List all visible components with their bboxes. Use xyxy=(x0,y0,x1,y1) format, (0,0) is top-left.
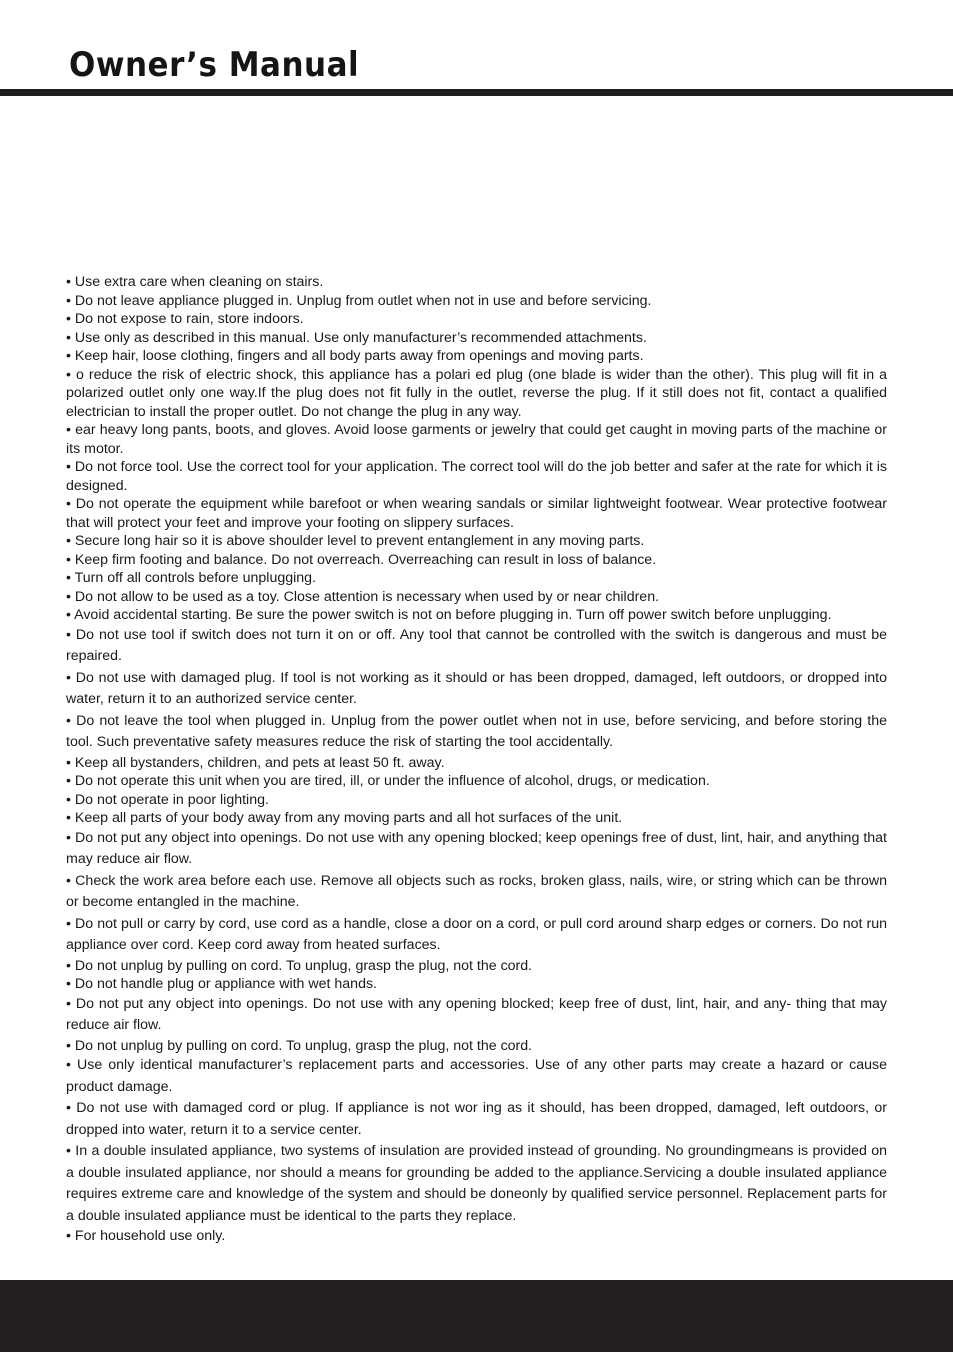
safety-item: • Do not leave appliance plugged in. Unplug from outlet when not in use and before servicing. xyxy=(66,292,652,309)
safety-item: • Do not use with damaged cord or plug. If appliance is not wor ing as it should, has been dropped, damaged, left outdoors, or dropped into water, return it to a service center. xyxy=(66,1100,887,1138)
safety-item: • Do not leave the tool when plugged in. Unplug from the power outlet when not in use, before servicing, and before storing the tool. Such preventative safety measures reduce the risk of starting the tool accidentally. xyxy=(66,712,887,750)
safety-item: • Keep all parts of your body away from any moving parts and all hot surfaces of the unit. xyxy=(66,810,623,826)
safety-item: • Keep all bystanders, children, and pets at least 50 ft. away. xyxy=(66,754,445,771)
safety-item: • Do not expose to rain, store indoors. xyxy=(66,311,304,327)
safety-item: • Do not put any object into openings. Do not use with any opening blocked; keep free of dust, lint, hair, and any- thing that may reduce air flow. xyxy=(66,995,887,1033)
safety-item: • Do not pull or carry by cord, use cord as a handle, close a door on a cord, or pull cord around sharp edges or corners. Do not run appliance over cord. Keep cord away from heated surfaces. xyxy=(66,915,887,953)
safety-item: • Do not handle plug or appliance with wet hands. xyxy=(66,976,377,992)
safety-item: • Do not force tool. Use the correct tool for your application. The correct tool will do the job better and safer at the rate for which it is designed. xyxy=(66,459,887,494)
header-rule xyxy=(0,89,953,96)
safety-item: • Keep hair, loose clothing, fingers and all body parts away from openings and moving parts. xyxy=(66,348,644,364)
safety-item: • Do not use tool if switch does not turn it on or off. Any tool that cannot be controlled with the switch is dangerous and must be repaired. xyxy=(66,626,887,664)
safety-item: • Use only as described in this manual. Use only manufacturer’s recommended attachments. xyxy=(66,329,647,346)
safety-item: • Do not operate the equipment while barefoot or when wearing sandals or similar lightweight footwear. Wear protective footwear that will protect your feet and improve your footing on slippery surfaces. xyxy=(66,496,887,531)
safety-item: • Do not put any object into openings. Do not use with any opening blocked; keep openings free of dust, lint, hair, and anything that may reduce air flow. xyxy=(66,829,887,867)
safety-instructions xyxy=(66,273,887,1246)
safety-item: • Turn off all controls before unplugging. xyxy=(66,570,316,586)
safety-item: • Do not operate this unit when you are tired, ill, or under the influence of alcohol, drugs, or medication. xyxy=(66,773,710,789)
safety-item: • Do not unplug by pulling on cord. To unplug, grasp the plug, not the cord. xyxy=(66,957,533,974)
safety-item: • Use only identical manufacturer’s replacement parts and accessories. Use of any other parts may create a hazard or cause product damage. xyxy=(66,1057,887,1095)
safety-item: • Secure long hair so it is above shoulder level to prevent entanglement in any moving parts. xyxy=(66,533,645,549)
safety-item: • o reduce the risk of electric shock, this appliance has a polari ed plug (one blade is wider than the other). This plug will fit in a polarized outlet only one way.If the plug does not fit fully in the outlet, reverse the plug. If it still does not fit, contact a qualified electrician to install the proper outlet. Do not change the plug in any way. xyxy=(66,366,887,420)
safety-item: • ear heavy long pants, boots, and gloves. Avoid loose garments or jewelry that could get caught in moving parts of the machine or its motor. xyxy=(66,422,887,457)
safety-item: • Do not unplug by pulling on cord. To unplug, grasp the plug, not the cord. xyxy=(66,1037,533,1054)
safety-item: • Do not operate in poor lighting. xyxy=(66,791,269,808)
page-title: Owner’s Manual xyxy=(69,46,360,85)
safety-item: • Use extra care when cleaning on stairs. xyxy=(66,274,324,290)
safety-item: • Keep firm footing and balance. Do not overreach. Overreaching can result in loss of balance. xyxy=(66,551,657,568)
safety-item: • Do not use with damaged plug. If tool is not working as it should or has been dropped, damaged, left outdoors, or dropped into water, return it to an authorized service center. xyxy=(66,669,887,707)
safety-item: • In a double insulated appliance, two systems of insulation are provided instead of grounding. No groundingmeans is provided on a double insulated appliance, nor should a means for grounding be added to the appliance.Servicing a double insulated appliance requires extreme care and knowledge of the system and should be doneonly by qualified service personnel. Replacement parts for a double insulated appliance must be identical to the parts they replace. xyxy=(66,1143,887,1224)
safety-item: • Check the work area before each use. Remove all objects such as rocks, broken glass, nails, wire, or string which can be thrown or become entangled in the machine. xyxy=(66,872,887,910)
footer-band xyxy=(0,1280,953,1352)
safety-item: • Do not allow to be used as a toy. Close attention is necessary when used by or near children. xyxy=(66,588,660,605)
safety-item: • For household use only. xyxy=(66,1228,226,1244)
safety-item: • Avoid accidental starting. Be sure the power switch is not on before plugging in. Turn off power switch before unplugging. xyxy=(66,607,832,623)
